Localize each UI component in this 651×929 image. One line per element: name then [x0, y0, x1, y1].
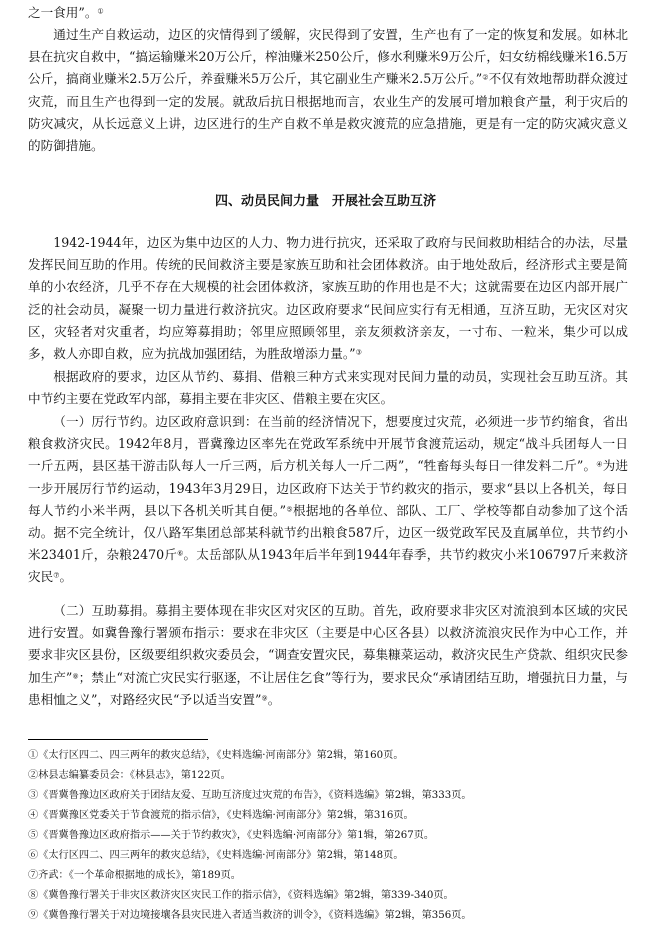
paragraph-mobilization — [28, 232, 628, 365]
footnote-item: ⑨《冀鲁豫行署关于对边境接壤各县灾民进入者适当救济的训令》，《资料选编》第2辑，第356页。 — [28, 910, 472, 921]
footnote-divider — [28, 739, 208, 740]
paragraph-text: 。 — [267, 691, 281, 707]
footnote-item: ④《晋冀豫区党委关于节食渡荒的指示信》，《史料选编·河南部分》第2辑，第316页。 — [28, 810, 414, 821]
paragraph-three-methods — [28, 366, 628, 410]
footnote-item: ⑤《晋冀鲁豫边区政府指示——关于节约救灾》，《史料选编·河南部分》第1辑，第267页。 — [28, 830, 435, 841]
paragraph-text: 不仅有效地帮助群众渡过灾荒，而且生产也得到一定的发展。就敌后抗日根据地而言，农业生产的发展可增加粮食产量，利于灾后的防灾减灾，从长远意义上讲，边区进行的生产自救不单是救灾渡荒的应急措施，更是有一定的防灾减灾意义的防御措施。 — [28, 71, 629, 154]
paragraph-mutual-aid — [28, 600, 628, 711]
footnote-ref[interactable]: ③ — [355, 348, 362, 357]
footnote-item: ③《晋冀鲁豫边区政府关于团结友爱、互助互济度过灾荒的布告》，《资料选编》第2辑，第333页。 — [28, 790, 472, 801]
footnote-ref[interactable]: ⑨ — [261, 694, 268, 703]
paragraph-text: ；禁止“对流亡灾民实行驱逐，不让居住乞食”等行为，要求民众“承请团结互助，增强抗日力量，与患相恤之义”，对路经灾民“予以适当安置” — [28, 669, 628, 707]
footnote-item: ⑥《太行区四二、四三两年的救灾总结》，《史料选编·河南部分》第2辑，第148页。 — [28, 850, 404, 861]
paragraph-text: （二）互助募捐。募捐主要体现在非灾区对灾区的互助。首先，政府要求非灾区对流浪到本区域的灾民进行安置。如冀鲁豫行署颁布指示：要求在非灾区（主要是中心区各县）以救济流浪灾民作为中心工作，并要求非灾区县份，区级要组织救灾委员会，“调查安置灾民，募集糠菜运动，救济灾民生产贷款、组织灾民参加生产” — [28, 603, 628, 685]
footnote-ref[interactable]: ① — [97, 7, 104, 16]
paragraph-text: 。太岳部队从1943年后半年到1944年春季，共节约救灾小米106797斤来救济灾民 — [28, 547, 628, 585]
footnote-item: ⑦齐武：《一个革命根据地的成长》，第189页。 — [28, 870, 241, 881]
footnote-item: ②林县志编纂委员会：《林县志》，第122页。 — [28, 770, 231, 781]
footnote-ref[interactable]: ④ — [596, 460, 603, 469]
paragraph-text: 根据地的各单位、部队、工厂、学校等都自动参加了这个活动。据不完全统计，仅八路军集团总部某科就节约出粮食587斤，边区一级党政军民及直属单位，共节约小米23401斤，杂粮2470斤 — [28, 502, 629, 563]
paragraph-text: 。 — [59, 569, 73, 585]
paragraph-text: 之一食用”。 — [28, 5, 98, 20]
paragraph-text: 1942-1944年，边区为集中边区的人力、物力进行抗灾，还采取了政府与民间救助相结合的办法，尽量发挥民间互助的作用。传统的民间救济主要是家族互助和社会团体救济。由于地处敌后，经济形式主要是简单的小农经济，几乎不存在大规模的社会团体救济，家族互助的作用也是不大；这就需要在边区内部开展广泛的社会动员，凝聚一切力量进行救济抗灾。边区政府要求“民间应实行有无相通，互济互助，无灾区对灾区，灾轻者对灾重者，均应筹募捐助；邻里应照顾邻里，亲友须救济亲友，一寸布、一粒米，集少可以成多，救人亦即自救，应为抗战加强团结，为胜敌增添力量。” — [28, 235, 628, 362]
footnote-item: ⑧《冀鲁豫行署关于非灾区救济灾区灾民工作的指示信》，《资料选编》第2辑，第339-340页。 — [28, 890, 454, 901]
paragraph-text: 为进一步开展厉行节约运动，1943年3月29日，边区政府下达关于节约救灾的指示，要求“县以上各机关，每日每人节约小米半两，县以下各机关听其自便。” — [28, 458, 628, 518]
section-heading: 四、动员民间力量 开展社会互助互济 — [214, 194, 436, 209]
footnote-ref[interactable]: ⑤ — [286, 505, 293, 514]
paragraph-frugality — [28, 411, 628, 589]
paragraph-text: 根据政府的要求，边区从节约、募捐、借粮三种方式来实现对民间力量的动员，实现社会互助互济。其中节约主要在党政军内部，募捐主要在非灾区、借粮主要在灾区。 — [28, 369, 628, 407]
footnote-item: ①《太行区四二、四三两年的救灾总结》，《史料选编·河南部分》第2辑，第160页。 — [28, 750, 404, 761]
paragraph-text: （一）厉行节约。边区政府意识到：在当前的经济情况下，想要度过灾荒，必须进一步节约缩食，省出粮食救济灾民。1942年8月，晋冀豫边区率先在党政军系统中开展节食渡荒运动，规定“战斗兵团每人一日一斤五两，县区基干游击队每人一斤三两，后方机关每人一斤二两”，“牲畜每头每日一律发料二斤”。 — [28, 414, 628, 474]
paragraph-production-relief — [28, 24, 628, 157]
footnote-ref[interactable]: ② — [482, 73, 489, 82]
footnote-ref[interactable]: ⑥ — [177, 549, 184, 558]
footnote-ref[interactable]: ⑦ — [53, 571, 60, 580]
footnote-ref[interactable]: ⑧ — [72, 672, 79, 681]
paragraph-fragment — [28, 2, 628, 24]
paragraph-text: 通过生产自救运动，边区的灾情得到了缓解，灾民得到了安置，生产也有了一定的恢复和发展。如林北县在抗灾自救中，“搞运输赚米20万公斤，榨油赚米250公斤，修水利赚米9万公斤，妇女纺棉线赚米16.5万公斤，搞商业赚米2.5万公斤，养蚕赚米5万公斤，其它副业生产赚米2.5万公斤。” — [28, 27, 628, 87]
